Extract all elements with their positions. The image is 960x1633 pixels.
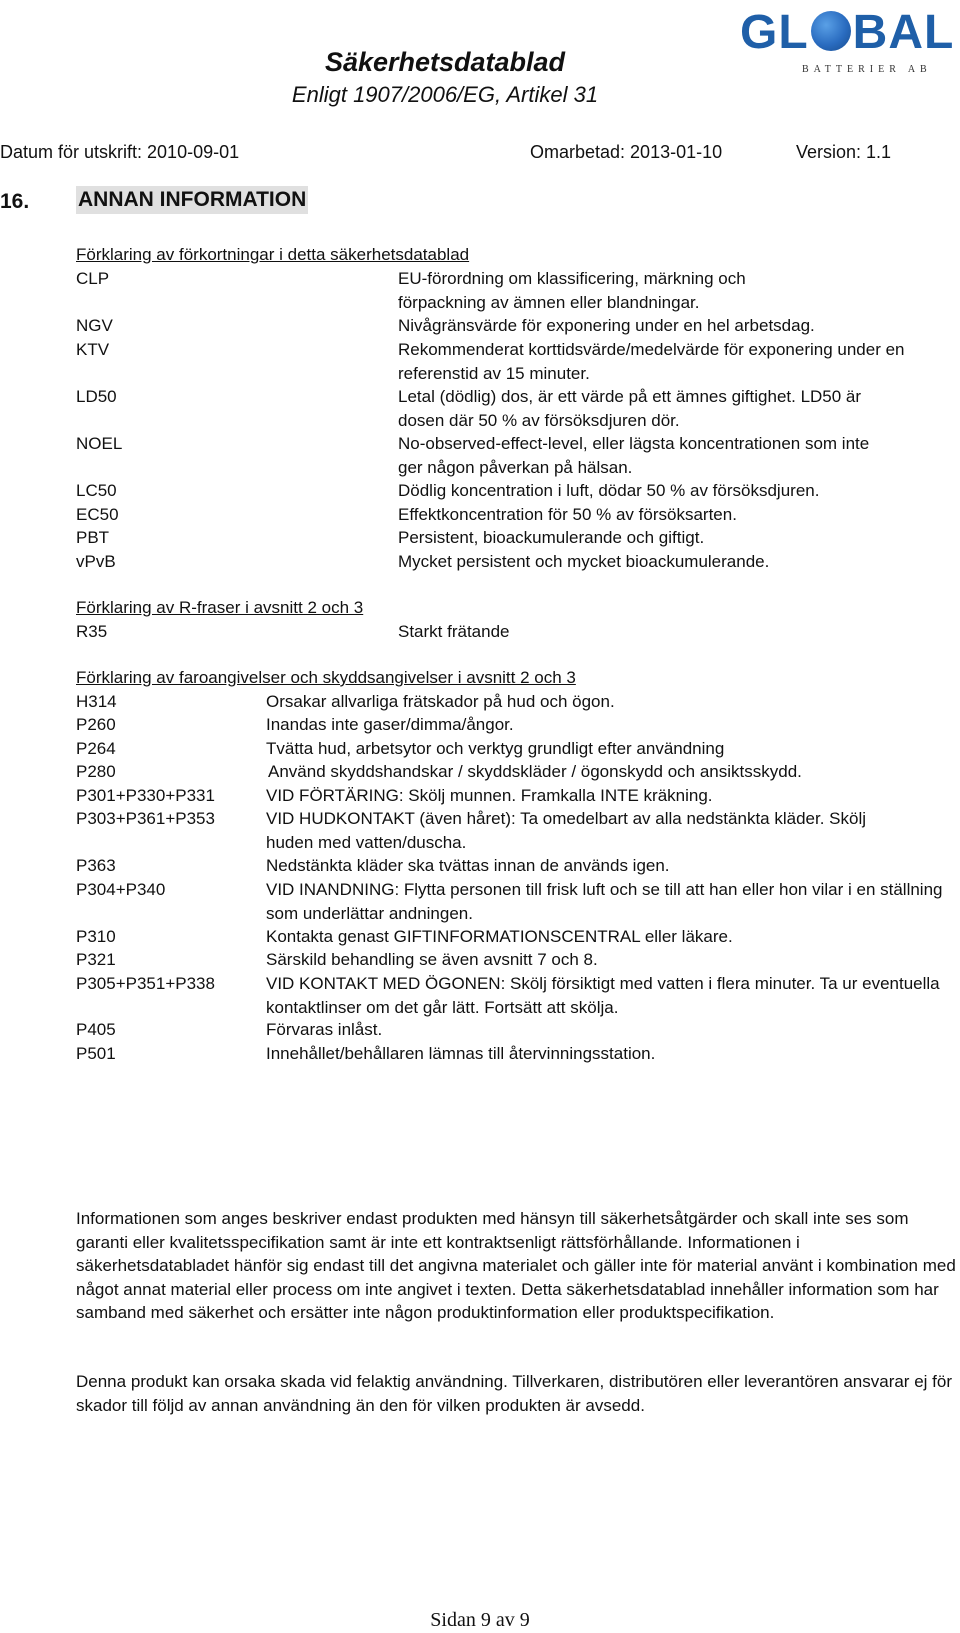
phrase-code: P405 [76,1020,116,1039]
phrase-desc: Kontakta genast GIFTINFORMATIONSCENTRAL eller läkare. [266,927,733,946]
revised-date: Omarbetad: 2013-01-10 [530,142,723,162]
phrase-code: P301+P330+P331 [76,786,215,805]
version-label: Version: 1.1 [796,142,892,162]
abbreviation-code: PBT [76,528,110,547]
section-title: ANNAN INFORMATION [76,186,308,214]
phrase-desc: VID HUDKONTAKT (även håret): Ta omedelbart av alla nedstänkta kläder. Skölj huden med vatten/duscha. [266,809,866,852]
abbreviation-desc: Letal (dödlig) dos, är ett värde på ett ämnes giftighet. LD50 är dosen där 50 % av försöksdjuren dör. [398,387,862,430]
phrase-desc: Tvätta hud, arbetsytor och verktyg grundligt efter användning [266,739,725,758]
abbreviation-desc: Nivågränsvärde för exponering under en hel arbetsdag. [398,316,815,335]
phrase-code: P363 [76,856,116,875]
logo-wordmark [740,6,954,60]
abbreviation-desc: EU-förordning om klassificering, märkning och förpackning av ämnen eller blandningar. [398,269,746,312]
phrase-desc: VID FÖRTÄRING: Skölj munnen. Framkalla INTE kräkning. [266,786,713,805]
phrase-code: P305+P351+P338 [76,974,215,993]
abbreviation-desc: Effektkoncentration för 50 % av försöksarten. [398,505,737,524]
abbreviation-desc: Persistent, bioackumulerande och giftigt. [398,528,705,547]
phrase-desc: Använd skyddshandskar / skyddskläder / ögonskydd och ansiktsskydd. [268,762,802,781]
abbreviation-desc: Dödlig koncentration i luft, dödar 50 % av försöksdjuren. [398,481,820,500]
phrase-code: P260 [76,715,116,734]
logo-text-left: GL [740,6,809,59]
phrase-desc: Förvaras inlåst. [266,1020,383,1039]
phrase-desc: VID INANDNING: Flytta personen till frisk luft och se till att han eller hon vilar i en ställning som underlättar andningen. [266,880,943,923]
phrase-code: P304+P340 [76,880,166,899]
phrase-code: P501 [76,1044,116,1063]
abbreviation-code: NGV [76,316,113,335]
liability-paragraph: Denna produkt kan orsaka skada vid felaktig användning. Tillverkaren, distributören eller leverantören ansvarar ej för skador till följd av annan användning än den för vilken produkten är avsedd. [76,1372,952,1415]
abbreviations-heading: Förklaring av förkortningar i detta säkerhetsdatablad [76,245,470,264]
document-subtitle: Enligt 1907/2006/EG, Artikel 31 [291,82,599,107]
abbreviation-desc: Rekommenderat korttidsvärde/medelvärde för exponering under en referenstid av 15 minuter. [398,340,905,383]
abbreviation-code: LD50 [76,387,117,406]
phrase-code: P303+P361+P353 [76,809,215,828]
abbreviation-code: EC50 [76,505,119,524]
phrase-desc: Orsakar allvarliga frätskador på hud och ögon. [266,692,615,711]
r-phrase-code: R35 [76,622,108,641]
print-date: Datum för utskrift: 2010-09-01 [0,142,240,162]
page-number: Sidan 9 av 9 [430,1609,530,1631]
abbreviation-desc: Mycket persistent och mycket bioackumulerande. [398,552,770,571]
phrase-desc: Nedstänkta kläder ska tvättas innan de används igen. [266,856,670,875]
abbreviation-code: NOEL [76,434,123,453]
abbreviation-code: LC50 [76,481,117,500]
phrase-desc: Innehållet/behållaren lämnas till återvinningsstation. [266,1044,656,1063]
h-p-phrases-heading: Förklaring av faroangivelser och skyddsangivelser i avsnitt 2 och 3 [76,668,576,687]
section-number: 16. [0,190,30,213]
phrase-code: H314 [76,692,117,711]
phrase-code: P310 [76,927,116,946]
global-logo [740,2,958,88]
globe-icon [811,11,851,51]
phrase-code: P321 [76,950,116,969]
abbreviation-desc: No-observed-effect-level, eller lägsta koncentrationen som inte ger någon påverkan på hälsan. [398,434,870,477]
r-phrase-desc: Starkt frätande [398,622,510,641]
abbreviation-code: vPvB [76,552,116,571]
phrase-desc: Särskild behandling se även avsnitt 7 och 8. [266,950,598,969]
phrase-code: P280 [76,762,116,781]
phrase-desc: VID KONTAKT MED ÖGONEN: Skölj försiktigt med vatten i flera minuter. Ta ur eventuella kontaktlinser om det går lätt. Fortsätt att skölja. [266,974,940,1017]
phrase-code: P264 [76,739,116,758]
logo-subtext: BATTERIER AB [802,64,932,75]
document-title: Säkerhetsdatablad [324,47,566,77]
disclaimer-paragraph: Informationen som anges beskriver endast produkten med hänsyn till säkerhetsåtgärder och skall inte ses som garanti eller kvalitetsspecifikation samt är inte ett kontraktsenligt rättsförhållande. Informationen i säkerhetsdatabladet hänför sig endast till det angivna materialet och gäller inte för material använt i kombination med något annat material eller process om inte angivet i texten. Detta säkerhetsdatablad innehåller information som har samband med säkerhet och ersätter inte någon produktinformation eller produktspecifikation. [76,1209,956,1322]
abbreviation-code: CLP [76,269,110,288]
phrase-desc: Inandas inte gaser/dimma/ångor. [266,715,514,734]
logo-text-right: BAL [852,6,955,59]
abbreviation-code: KTV [76,340,110,359]
r-phrases-heading: Förklaring av R-fraser i avsnitt 2 och 3 [76,598,364,617]
